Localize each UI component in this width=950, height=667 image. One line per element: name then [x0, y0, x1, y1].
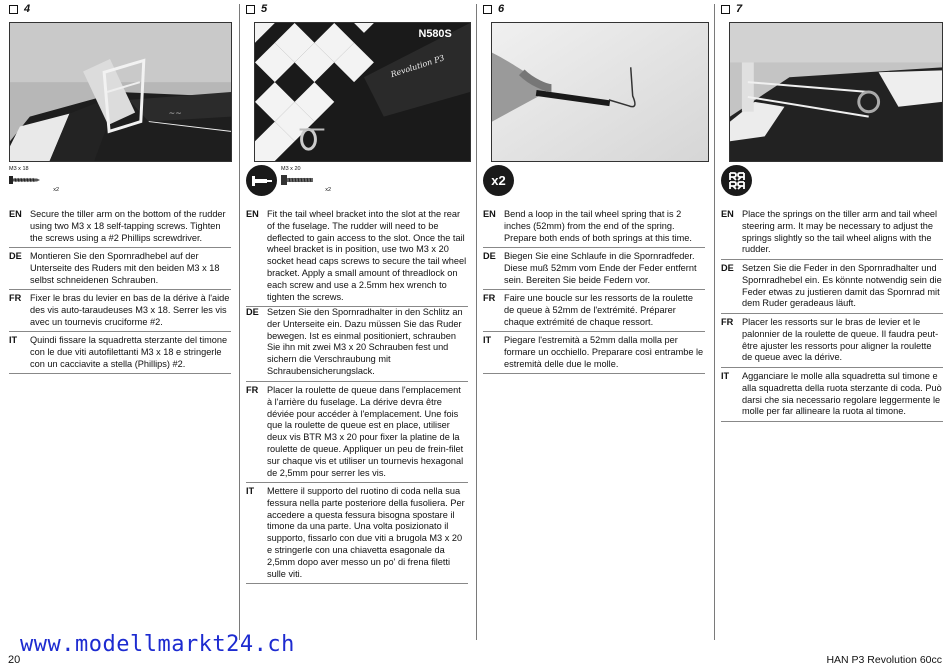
- instruction-text: Setzen Sie die Feder in den Spornradhalter und Spornradhebel ein. Es könnte notwendig sein die Feder etwas zu justieren damit das Spornrad mit dem Ruder geradeaus läuft.: [742, 263, 942, 309]
- step-5-column: [246, 0, 477, 650]
- step-4-checkbox[interactable]: [9, 5, 18, 14]
- instruction-text: Montieren Sie den Spornradhebel auf der Unterseite des Ruders mit den beiden M3 x 18 selbst schneidenen Schrauben.: [30, 251, 220, 285]
- instruction-text: Setzen Sie den Spornradhalter in den Schlitz an der Unterseite ein. Dazu müssen Sie das Ruder bewegen. Ist es einmal positioniert, schrauben Sie ihn mit zwei M3 x 20 Schrauben fest und sichern die Verschraubung mit Schraubensicherungslack.: [267, 307, 463, 376]
- screw-quantity: x2: [325, 187, 331, 193]
- hex-wrench-icon: [246, 165, 277, 196]
- instruction-text: Piegare l'estremità a 52mm dalla molla per formare un occhiello. Preparare così entrambe le estremità delle due le molle.: [504, 335, 704, 369]
- aircraft-registration: N580S: [418, 27, 452, 40]
- lang-code: EN: [483, 209, 496, 219]
- lang-code: FR: [9, 293, 22, 303]
- step-6-checkbox[interactable]: [483, 5, 492, 14]
- step-4-hardware: [9, 165, 59, 199]
- instruction-text: Biegen Sie eine Schlaufe in die Spornradfeder. Diese muß 52mm vom Ende der Feder entfernt sein. Bereiten Sie beide Federn vor.: [504, 251, 697, 285]
- step-5-it: [246, 486, 468, 584]
- screw-icon: [9, 174, 41, 186]
- lang-code: DE: [9, 251, 22, 261]
- step-7-de: [721, 263, 943, 314]
- step-6-header: [483, 2, 504, 16]
- socket-screw-icon: [281, 174, 315, 186]
- lang-code: DE: [483, 251, 496, 261]
- column-divider: [714, 4, 715, 640]
- screw-size-label: M3 x 20: [281, 166, 301, 172]
- step-6-de: [483, 251, 705, 290]
- lang-code: FR: [246, 385, 259, 395]
- step-7-photo: [729, 22, 943, 162]
- step-7-column: [721, 0, 950, 650]
- lang-code: EN: [9, 209, 22, 219]
- svg-text:~~: ~~: [168, 108, 182, 118]
- step-7-hardware: [721, 165, 752, 199]
- x2-icon: x2: [483, 165, 514, 196]
- step-6-it: [483, 335, 705, 374]
- instruction-text: Placer les ressorts sur le bras de levier et le palonnier de la roulette de queue. Il faudra peut-être ajuster les ressorts pour aligner la roulette de queue avec la dérive.: [742, 317, 939, 363]
- instruction-text: Mettere il supporto del ruotino di coda nella sua fessura nella parte posteriore della fusoliera. Per accedere a questa fessura bisogna spostare il timone da una parte. Una volta posizionato il supporto, fissarlo con due viti a brugola M3 x 20 e stringerle con una chiavetta esagonale da 2,5mm dopo aver messo un po' di frena filetti sulle viti.: [267, 486, 465, 579]
- step-5-en: [246, 209, 468, 307]
- step-5-hardware: [246, 165, 331, 199]
- step-5-number: 5: [261, 3, 268, 15]
- step-4-header: [9, 2, 30, 16]
- step-7-checkbox[interactable]: [721, 5, 730, 14]
- step-7-it: [721, 371, 943, 422]
- step-4-de: [9, 251, 231, 290]
- screw-m3x18: [9, 165, 59, 197]
- step-6-column: [483, 0, 714, 650]
- lang-code: DE: [246, 307, 259, 317]
- step-6-fr: [483, 293, 705, 332]
- instruction-text: Fit the tail wheel bracket into the slot at the rear of the fuselage. The rudder will need to be deflected to gain access to the slot. Once the tail wheel bracket is in position, use two M3 x 20 socket head caps screws to secure the tail wheel bracket. Apply a small amount of threadlock on each screw and use a 2.5mm hex wrench to tighten the screws.: [267, 209, 467, 302]
- lang-code: IT: [246, 486, 255, 496]
- lang-code: DE: [721, 263, 734, 273]
- step-7-fr: [721, 317, 943, 368]
- instruction-text: Fixer le bras du levier en bas de la dérive à l'aide des vis auto-taraudeuses M3 x 18. Serrer les vis avec un tournevis cruciforme #2.: [30, 293, 230, 327]
- lang-code: IT: [483, 335, 492, 345]
- watermark-url[interactable]: www.modellmarkt24.ch: [20, 632, 295, 657]
- step-4-column: [9, 0, 240, 650]
- instruction-text: Bend a loop in the tail wheel spring that is 2 inches (52mm) from the end of the spring. Prepare both ends of both springs at this time.: [504, 209, 692, 243]
- step-5-checkbox[interactable]: [246, 5, 255, 14]
- step-4-fr: [9, 293, 231, 332]
- column-divider: [476, 4, 477, 640]
- step-6-number: 6: [498, 3, 505, 15]
- step-7-header: [721, 2, 742, 16]
- lang-code: IT: [721, 371, 730, 381]
- instruction-text: Secure the tiller arm on the bottom of the rudder using two M3 x 18 self-tapping screws. Tighten the screws using a #2 Phillips screwdriver.: [30, 209, 226, 243]
- instruction-text: Agganciare le molle alla squadretta sul timone e alla squadretta della ruota sterzante di coda. Può darsi che sia necessario regolare leggermente le molle per far allineare la ruota al timone.: [742, 371, 942, 417]
- step-7-en: [721, 209, 943, 260]
- screw-m3x20: [281, 165, 331, 197]
- column-divider: [239, 4, 240, 640]
- step-6-hardware: [483, 165, 514, 199]
- screw-size-label: M3 x 18: [9, 166, 29, 172]
- step-6-photo: [491, 22, 709, 162]
- step-5-de: [246, 307, 468, 382]
- lang-code: FR: [483, 293, 496, 303]
- step-4-en: [9, 209, 231, 248]
- instruction-text: Quindi fissare la squadretta sterzante del timone con le due viti autofilettanti M3 x 18 e stringerle con un cacciavite a stella (Phillips) #2.: [30, 335, 228, 369]
- page-number: 20: [8, 654, 21, 666]
- step-5-fr: [246, 385, 468, 483]
- step-7-number: 7: [736, 3, 743, 15]
- step-5-photo: [254, 22, 471, 162]
- instruction-text: Placer la roulette de queue dans l'emplacement à l'arrière du fuselage. La dérive devra être déviée pour accéder à l'emplacement. Une fois que la roulette de queue est en place, utiliser deux vis BTR M3 x 20 pour fixer la platine de la roulette de queue. Appliquer un peu de frein-filet sur chaque vis et utiliser un tournevis hexagonal de 2,5mm pour serrer les vis.: [267, 385, 464, 478]
- step-4-it: [9, 335, 231, 374]
- instruction-text: Faire une boucle sur les ressorts de la roulette de queue à 52mm de l'extrémité. Préparer chaque extrémité de chaque ressort.: [504, 293, 693, 327]
- lang-code: EN: [721, 209, 734, 219]
- step-5-header: [246, 2, 267, 16]
- instruction-text: Place the springs on the tiller arm and tail wheel steering arm. It may be necessary to adjust the springs slightly so the tail wheel aligns with the rudder.: [742, 209, 938, 255]
- lang-code: EN: [246, 209, 259, 219]
- mirror-r-icon: [721, 165, 752, 196]
- step-6-en: [483, 209, 705, 248]
- brand-footer: HAN P3 Revolution 60cc: [826, 654, 942, 666]
- screw-quantity: x2: [53, 187, 59, 193]
- aircraft-model-decal: Revolution P3: [389, 53, 446, 80]
- step-4-number: 4: [24, 3, 31, 15]
- lang-code: FR: [721, 317, 734, 327]
- step-4-photo: [9, 22, 232, 162]
- lang-code: IT: [9, 335, 18, 345]
